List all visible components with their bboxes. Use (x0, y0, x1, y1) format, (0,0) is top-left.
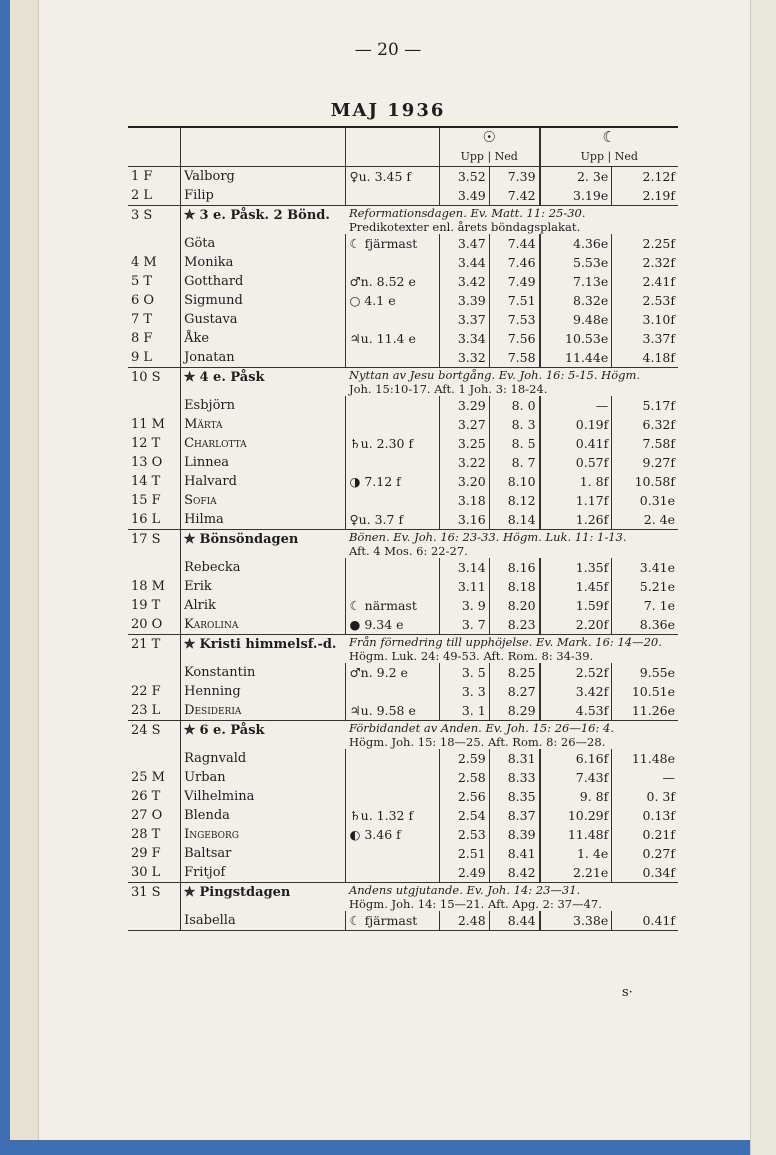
sunrise-time: 3. 9 (439, 596, 489, 615)
sunset-time: 8.39 (489, 825, 539, 844)
astro-event (346, 348, 439, 368)
moonset-time: — (612, 768, 678, 787)
sermon-note (346, 530, 678, 559)
day-row (128, 615, 678, 635)
name-day: Sigmund (184, 293, 243, 308)
sun-down-header: Ned (494, 150, 518, 163)
day-date: 2 L (128, 186, 181, 206)
moonrise-time: 2.21e (540, 863, 612, 883)
moonset-time: 2.12f (612, 167, 678, 187)
name-day: Urban (184, 770, 226, 785)
day-row (128, 577, 678, 596)
sunset-time: 7.51 (489, 291, 539, 310)
day-date: 18 M (128, 577, 181, 596)
moonset-time: 9.27f (612, 453, 678, 472)
sunrise-time: 3.42 (439, 272, 489, 291)
sunrise-time: 3.34 (439, 329, 489, 348)
sunset-time: 8.20 (489, 596, 539, 615)
moonset-time: 8.36e (612, 615, 678, 635)
sunday-title: ✯ Kristi himmelsf.-d. (181, 635, 346, 664)
name-day: Gotthard (184, 274, 244, 289)
day-date: 29 F (128, 844, 181, 863)
day-date: 14 T (128, 472, 181, 491)
day-row (128, 768, 678, 787)
sun-icon: ☉ (482, 128, 496, 146)
moonset-time: 10.51e (612, 682, 678, 701)
astro-event (346, 453, 439, 472)
day-date: 26 T (128, 787, 181, 806)
moonrise-time: 2.20f (540, 615, 612, 635)
sunrise-time: 3.16 (439, 510, 489, 530)
moonrise-time: 0.19f (540, 415, 612, 434)
day-row (128, 844, 678, 863)
moonset-time: 2.41f (612, 272, 678, 291)
day-row (128, 396, 678, 415)
sunset-time: 8. 0 (489, 396, 539, 415)
sunrise-time: 3.14 (439, 558, 489, 577)
day-date: 9 L (128, 348, 181, 368)
moonset-time: 2.25f (612, 234, 678, 253)
day-date: 22 F (128, 682, 181, 701)
sunday-date: 17 S (128, 530, 181, 559)
sunrise-time: 3.22 (439, 453, 489, 472)
day-row (128, 558, 678, 577)
day-row (128, 596, 678, 615)
name-day: Henning (184, 684, 241, 699)
sunset-time: 8.31 (489, 749, 539, 768)
sermon-note (346, 368, 678, 397)
astro-event (346, 415, 439, 434)
moonset-time: 0. 3f (612, 787, 678, 806)
day-date: 7 T (128, 310, 181, 329)
name-day: Hilma (184, 512, 224, 527)
moonset-time: 2.32f (612, 253, 678, 272)
sunset-time: 7.49 (489, 272, 539, 291)
name-day: Karolina (184, 617, 239, 632)
astro-event: ♃u. 9.58 e (346, 701, 439, 721)
day-date: 28 T (128, 825, 181, 844)
name-day: Desideria (184, 703, 242, 718)
day-row (128, 253, 678, 272)
moon-down-header: Ned (614, 150, 638, 163)
moonrise-time: 1.59f (540, 596, 612, 615)
day-date: 20 O (128, 615, 181, 635)
day-row (128, 749, 678, 768)
name-day: Ingeborg (184, 827, 239, 842)
sunset-time: 8.10 (489, 472, 539, 491)
astro-event: ♂n. 8.52 e (346, 272, 439, 291)
sunset-time: 8. 7 (489, 453, 539, 472)
name-day: Alrik (184, 598, 216, 613)
sunset-time: 7.46 (489, 253, 539, 272)
sunrise-time: 3.18 (439, 491, 489, 510)
day-row (128, 863, 678, 883)
name-day: Valborg (181, 167, 346, 187)
astro-event (346, 491, 439, 510)
sunrise-time: 3.32 (439, 348, 489, 368)
sunrise-time: 3.27 (439, 415, 489, 434)
sunrise-time: 3. 3 (439, 682, 489, 701)
moonset-time: 5.21e (612, 577, 678, 596)
day-row (128, 510, 678, 530)
astro-event (346, 863, 439, 883)
day-date: 5 T (128, 272, 181, 291)
moonset-time: 2. 4e (612, 510, 678, 530)
sermon-texts: Aft. 4 Mos. 6: 22-27. (348, 544, 468, 558)
astro-event: ☾ närmast (346, 596, 439, 615)
day-row (128, 663, 678, 682)
week-heading-row (128, 721, 678, 750)
name-day: Halvard (184, 474, 237, 489)
moonrise-time: 10.29f (540, 806, 612, 825)
moonset-time: 0.31e (612, 491, 678, 510)
day-date: 6 O (128, 291, 181, 310)
sunrise-time: 2.51 (439, 844, 489, 863)
moonrise-time: 5.53e (540, 253, 612, 272)
astro-event: ☾ fjärmast (346, 234, 439, 253)
sunset-time: 7.56 (489, 329, 539, 348)
sunset-time: 7.42 (489, 186, 539, 206)
moonrise-time: 0.57f (540, 453, 612, 472)
sunrise-time: 3. 7 (439, 615, 489, 635)
astro-event: ♄u. 2.30 f (346, 434, 439, 453)
sunday-title: ✯ 4 e. Påsk (181, 368, 346, 397)
astro-event (346, 844, 439, 863)
name-day: Esbjörn (184, 398, 235, 413)
day-row (128, 167, 678, 187)
sermon-note (346, 721, 678, 750)
moonset-time: 3.10f (612, 310, 678, 329)
name-day: Linnea (184, 455, 230, 470)
sermon-theme: Från förnedring till upphöjelse. Ev. Mark. 16: 14—20. (348, 635, 662, 649)
moonset-time: 3.41e (612, 558, 678, 577)
sunrise-time: 3.47 (439, 234, 489, 253)
name-day: Charlotta (184, 436, 247, 451)
moonrise-time: 9. 8f (540, 787, 612, 806)
sunrise-time: 2.59 (439, 749, 489, 768)
astro-event (346, 396, 439, 415)
astro-event (346, 682, 439, 701)
name-day: Fritjof (184, 865, 226, 880)
sunrise-time: 3. 5 (439, 663, 489, 682)
day-date (128, 749, 181, 768)
moonrise-time: 1.35f (540, 558, 612, 577)
sermon-note (346, 206, 678, 235)
sunrise-time: 3.49 (439, 186, 489, 206)
sermon-theme: Reformationsdagen. Ev. Matt. 11: 25-30. (348, 206, 586, 220)
sermon-note (346, 883, 678, 912)
day-date: 25 M (128, 768, 181, 787)
name-day: Gustava (184, 312, 238, 327)
day-date (128, 396, 181, 415)
week-heading-row (128, 206, 678, 235)
moonrise-time: 7.43f (540, 768, 612, 787)
moonset-time: 2.53f (612, 291, 678, 310)
moonrise-time: 3.19e (540, 186, 612, 206)
sunrise-time: 3.39 (439, 291, 489, 310)
day-row (128, 234, 678, 253)
sunset-time: 8. 5 (489, 434, 539, 453)
moonset-time: 2.19f (612, 186, 678, 206)
day-row (128, 825, 678, 844)
moonrise-time: 10.53e (540, 329, 612, 348)
day-row (128, 682, 678, 701)
day-date: 13 O (128, 453, 181, 472)
name-day: Isabella (181, 911, 346, 931)
sunday-title: ✯ 6 e. Påsk (181, 721, 346, 750)
sunset-time: 8.37 (489, 806, 539, 825)
astro-event (346, 787, 439, 806)
astro-event: ◑ 7.12 f (346, 472, 439, 491)
name-day: Blenda (184, 808, 230, 823)
astro-event (346, 310, 439, 329)
day-date: 16 L (128, 510, 181, 530)
moonset-time: 7. 1e (612, 596, 678, 615)
moonset-time: 11.48e (612, 749, 678, 768)
week-heading-row (128, 635, 678, 664)
sunday-title: ✯ Bönsöndagen (181, 530, 346, 559)
moonrise-time: 11.48f (540, 825, 612, 844)
day-date: 23 L (128, 701, 181, 721)
moonrise-time: 1. 4e (540, 844, 612, 863)
day-date: 1 F (128, 167, 181, 187)
day-row (128, 291, 678, 310)
moonrise-time: 1.45f (540, 577, 612, 596)
sunrise-time: 3.44 (439, 253, 489, 272)
day-row (128, 434, 678, 453)
sunrise-time: 2.49 (439, 863, 489, 883)
sunset-time: 8.33 (489, 768, 539, 787)
sermon-note (346, 635, 678, 664)
column-header-row: ☉ Upp | Ned ☾ Upp | Ned (128, 127, 678, 167)
sermon-theme: Förbidandet av Anden. Ev. Joh. 15: 26—16: 4. (348, 721, 614, 735)
page-number: — 20 — (354, 40, 422, 60)
moonset-time: 3.37f (612, 329, 678, 348)
moon-icon: ☾ (602, 128, 616, 146)
name-day: Göta (184, 236, 216, 251)
astro-event (346, 749, 439, 768)
name-day: Märta (184, 417, 223, 432)
moonrise-time: 1.17f (540, 491, 612, 510)
day-row (128, 701, 678, 721)
moonrise-time: 4.36e (540, 234, 612, 253)
day-row (128, 310, 678, 329)
name-day: Vilhelmina (184, 789, 255, 804)
sunset-time: 8.35 (489, 787, 539, 806)
moonrise-time: 3.38e (540, 911, 612, 931)
day-row (128, 453, 678, 472)
moonrise-time: 3.42f (540, 682, 612, 701)
moonrise-time: 2.52f (540, 663, 612, 682)
moonrise-time: 1. 8f (540, 472, 612, 491)
day-date: 8 F (128, 329, 181, 348)
moonset-time: 6.32f (612, 415, 678, 434)
sunset-time: 8.29 (489, 701, 539, 721)
moonrise-time: 11.44e (540, 348, 612, 368)
name-day: Jonatan (184, 350, 235, 365)
sunset-time: 8.14 (489, 510, 539, 530)
astro-event: ● 9.34 e (346, 615, 439, 635)
astro-event (346, 577, 439, 596)
day-date (128, 234, 181, 253)
astro-event (346, 253, 439, 272)
week-heading-row (128, 883, 678, 912)
moonset-time: 0.41f (612, 911, 678, 931)
moonset-time: 9.55e (612, 663, 678, 682)
day-row (128, 806, 678, 825)
sunset-time: 7.44 (489, 234, 539, 253)
moonset-time: 11.26e (612, 701, 678, 721)
name-day: Ragnvald (184, 751, 247, 766)
astro-event: ◐ 3.46 f (346, 825, 439, 844)
moonrise-time: 4.53f (540, 701, 612, 721)
sunrise-time: 3. 1 (439, 701, 489, 721)
sunset-time: 7.58 (489, 348, 539, 368)
sermon-texts: Predikotexter enl. årets böndagsplakat. (348, 220, 581, 234)
sunset-time: 8.27 (489, 682, 539, 701)
day-date: 12 T (128, 434, 181, 453)
astro-event (346, 186, 439, 206)
sunset-time: 8.23 (489, 615, 539, 635)
astro-event: ♄u. 1.32 f (346, 806, 439, 825)
next-page-edge (750, 0, 776, 1155)
moonrise-time: 0.41f (540, 434, 612, 453)
astro-event: ○ 4.1 e (346, 291, 439, 310)
sun-up-header: Upp (460, 150, 484, 163)
astro-event: ♀u. 3.45 f (346, 167, 439, 187)
moonset-time: 10.58f (612, 472, 678, 491)
sunday-date: 3 S (128, 206, 181, 235)
sunday-date: 21 T (128, 635, 181, 664)
sermon-texts: Högm. Luk. 24: 49-53. Aft. Rom. 8: 34-39. (348, 649, 594, 663)
moonset-time: 0.13f (612, 806, 678, 825)
sermon-theme: Bönen. Ev. Joh. 16: 23-33. Högm. Luk. 11: 1-13. (348, 530, 627, 544)
sunrise-time: 2.48 (439, 911, 489, 931)
day-date: 27 O (128, 806, 181, 825)
sunday-date: 10 S (128, 368, 181, 397)
sunday-title: ✯ 3 e. Påsk. 2 Bönd. (181, 206, 346, 235)
day-row (128, 186, 678, 206)
sunday-date: 24 S (128, 721, 181, 750)
astro-event (346, 768, 439, 787)
signature-mark: s· (622, 985, 633, 1000)
name-day: Sofia (184, 493, 217, 508)
moon-up-header: Upp (580, 150, 604, 163)
page-title: MAJ 1936 (330, 100, 446, 121)
sunrise-time: 2.58 (439, 768, 489, 787)
day-date (128, 558, 181, 577)
day-date (128, 663, 181, 682)
sunrise-time: 3.11 (439, 577, 489, 596)
sunrise-time: 2.54 (439, 806, 489, 825)
sunset-time: 8.42 (489, 863, 539, 883)
astro-event: ♂n. 9.2 e (346, 663, 439, 682)
day-date: 11 M (128, 415, 181, 434)
sunset-time: 8.16 (489, 558, 539, 577)
sunday-date: 31 S (128, 883, 181, 912)
sunrise-time: 3.29 (439, 396, 489, 415)
day-date: 15 F (128, 491, 181, 510)
week-heading-row (128, 530, 678, 559)
name-day: Konstantin (184, 665, 256, 680)
day-row (128, 329, 678, 348)
moonrise-time: 8.32e (540, 291, 612, 310)
day-date: 4 M (128, 253, 181, 272)
sunset-time: 8.41 (489, 844, 539, 863)
sunset-time: 8.25 (489, 663, 539, 682)
day-row (128, 911, 678, 931)
moonset-time: 0.21f (612, 825, 678, 844)
astro-event: ☾ fjärmast (346, 911, 439, 931)
sunday-title: ✯ Pingstdagen (181, 883, 346, 912)
name-day: Baltsar (184, 846, 232, 861)
sermon-texts: Joh. 15:10-17. Aft. 1 Joh. 3: 18-24. (348, 382, 548, 396)
day-date (128, 911, 181, 931)
calendar-table (128, 126, 678, 931)
sunrise-time: 2.56 (439, 787, 489, 806)
day-row (128, 491, 678, 510)
name-day: Åke (184, 331, 210, 346)
sunset-time: 7.53 (489, 310, 539, 329)
name-day: Filip (184, 188, 214, 203)
day-date: 30 L (128, 863, 181, 883)
moonrise-time: — (540, 396, 612, 415)
sunset-time: 8.12 (489, 491, 539, 510)
name-day: Monika (184, 255, 234, 270)
day-row (128, 787, 678, 806)
day-date: 19 T (128, 596, 181, 615)
day-row (128, 348, 678, 368)
week-heading-row (128, 368, 678, 397)
page-spine (10, 0, 39, 1140)
day-row (128, 472, 678, 491)
sunset-time: 8.44 (489, 911, 539, 931)
moonrise-time: 7.13e (540, 272, 612, 291)
day-row (128, 415, 678, 434)
astro-event: ♀u. 3.7 f (346, 510, 439, 530)
moonset-time: 4.18f (612, 348, 678, 368)
moonrise-time: 9.48e (540, 310, 612, 329)
moonset-time: 0.27f (612, 844, 678, 863)
sunset-time: 8. 3 (489, 415, 539, 434)
sunset-time: 8.18 (489, 577, 539, 596)
moonset-time: 7.58f (612, 434, 678, 453)
sunrise-time: 3.52 (439, 167, 489, 187)
name-day: Erik (184, 579, 212, 594)
moonrise-time: 1.26f (540, 510, 612, 530)
day-row (128, 272, 678, 291)
astro-event: ♃u. 11.4 e (346, 329, 439, 348)
name-day: Rebecka (184, 560, 241, 575)
moonset-time: 0.34f (612, 863, 678, 883)
astro-event (346, 558, 439, 577)
sunrise-time: 3.37 (439, 310, 489, 329)
sunset-time: 7.39 (489, 167, 539, 187)
moonrise-time: 6.16f (540, 749, 612, 768)
sermon-theme: Nyttan av Jesu bortgång. Ev. Joh. 16: 5-15. Högm. (348, 368, 641, 382)
moonset-time: 5.17f (612, 396, 678, 415)
moonrise-time: 2. 3e (540, 167, 612, 187)
sunrise-time: 2.53 (439, 825, 489, 844)
sunrise-time: 3.20 (439, 472, 489, 491)
sunrise-time: 3.25 (439, 434, 489, 453)
sermon-theme: Andens utgjutande. Ev. Joh. 14: 23—31. (348, 883, 581, 897)
sermon-texts: Högm. Joh. 15: 18—25. Aft. Rom. 8: 26—28. (348, 735, 606, 749)
sermon-texts: Högm. Joh. 14: 15—21. Aft. Apg. 2: 37—47. (348, 897, 602, 911)
